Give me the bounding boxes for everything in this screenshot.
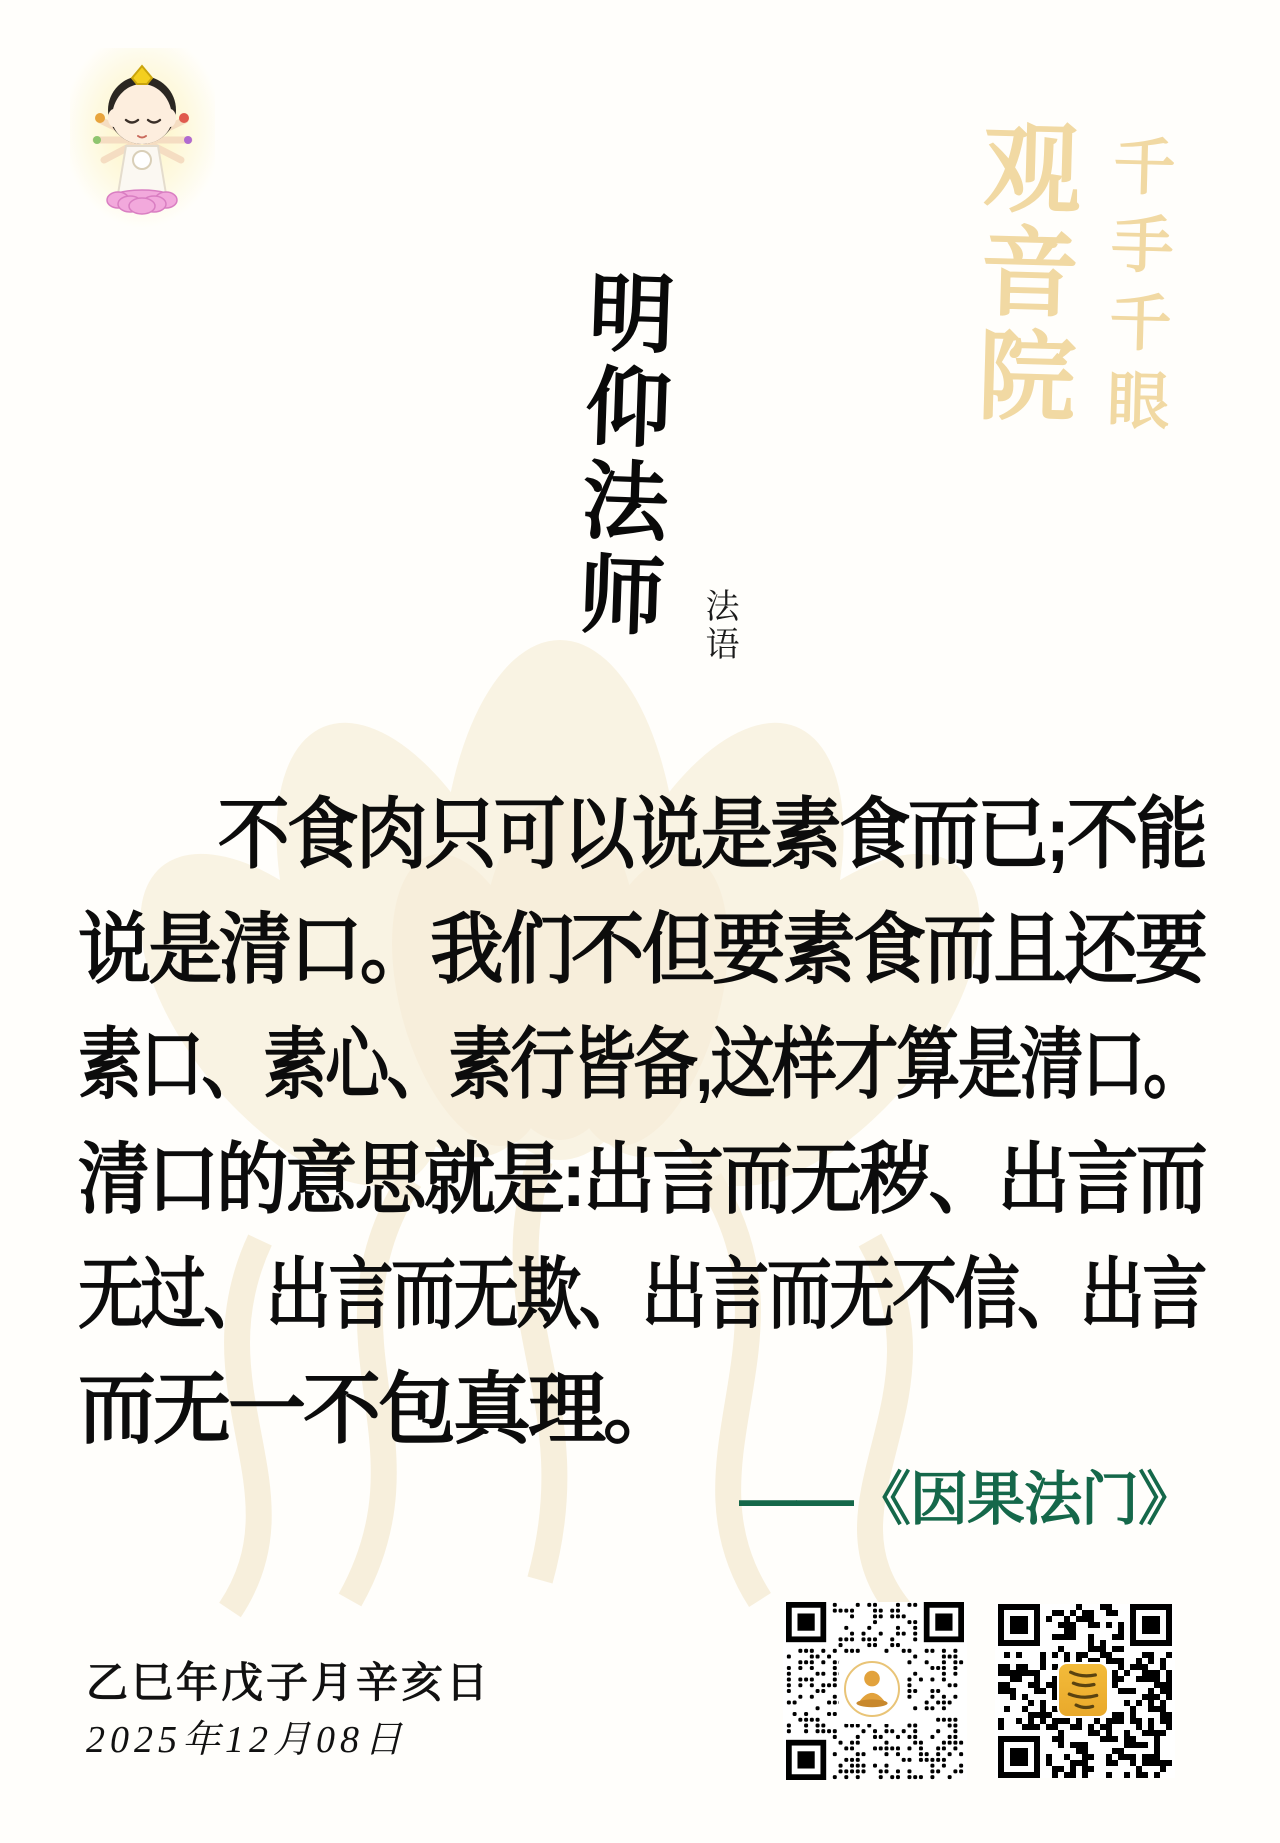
- master-name-calligraphy: 明仰法师: [562, 266, 677, 646]
- dharma-words-label: 法语: [700, 588, 737, 664]
- qr-right-gold-seal-logo: [1057, 1662, 1109, 1718]
- quote-line: 而无一不包真理。: [78, 1365, 679, 1453]
- lunar-date: 乙巳年戊子月辛亥日: [86, 1661, 492, 1707]
- qr-code-right: [995, 1604, 1175, 1778]
- temple-name-part-qianshou-qianyan: 千手千眼: [1095, 132, 1177, 447]
- quote-line: 说是清口。我们不但要素食而且还要: [78, 905, 1206, 993]
- seal-calligraphy-icon: [1059, 1664, 1107, 1716]
- quote-line: 素口、素心、素行皆备,这样才算是清口。: [78, 1020, 1205, 1108]
- temple-name-calligraphy: [945, 115, 1185, 521]
- temple-name-part-guanyin-yuan: 观音院: [960, 115, 1084, 431]
- quote-line: 清口的意思就是:出言而无秽、出言而: [78, 1135, 1205, 1223]
- guanyin-mascot-icon: [70, 48, 215, 228]
- quote-block: [78, 788, 1205, 1478]
- qr-code-left: [783, 1602, 967, 1780]
- buddha-icon: [846, 1663, 898, 1715]
- gregorian-date: 2025年12月08日: [86, 1719, 408, 1761]
- qr-left-buddha-logo: [839, 1654, 905, 1724]
- quote-line: 无过、出言而无欺、出言而无不信、出言: [78, 1250, 1206, 1338]
- quote-source-attribution: ——《因果法门》: [738, 1467, 1195, 1532]
- quote-line: 不食肉只可以说是素食而已;不能: [217, 790, 1205, 878]
